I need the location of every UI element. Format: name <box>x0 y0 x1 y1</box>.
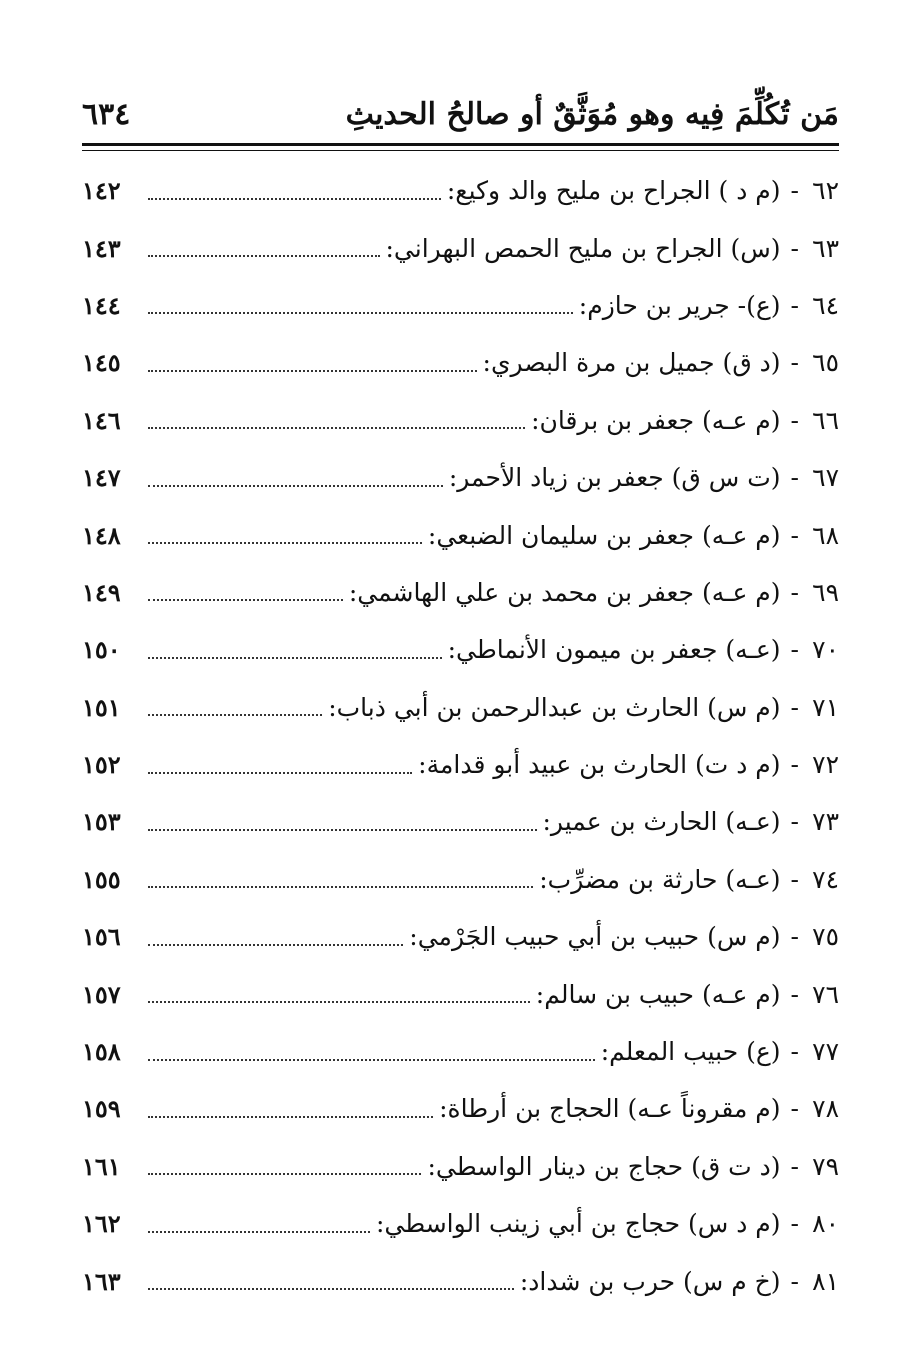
entry-number: ٧٢ <box>812 750 839 780</box>
entry-text <box>543 807 840 836</box>
entry-dash: - <box>790 1094 799 1124</box>
toc-entry <box>82 564 839 621</box>
entry-page-number: ١٥٦ <box>82 922 121 952</box>
entry-dash: - <box>790 692 799 722</box>
entry-dash: - <box>790 405 799 435</box>
dot-leader <box>148 1231 370 1233</box>
entry-text <box>448 635 839 664</box>
entry-page-number: ١٤٧ <box>82 463 121 493</box>
dot-leader <box>148 714 322 716</box>
entry-title: (م د س) حجاج بن أبي زينب الواسطي: <box>375 1209 781 1239</box>
dot-leader <box>148 312 573 314</box>
entry-page-number: ١٦٢ <box>82 1209 121 1239</box>
dot-leader <box>148 886 533 888</box>
entry-title: (ع)- جرير بن حازم: <box>578 290 781 320</box>
entry-text <box>601 1037 839 1066</box>
toc-entry <box>82 851 839 908</box>
dot-leader <box>148 772 412 774</box>
toc-entry <box>82 965 839 1022</box>
entry-page-number: ١٥٠ <box>82 635 121 665</box>
toc-entry <box>82 449 839 506</box>
entry-title: (ت س ق) جعفر بن زياد الأحمر: <box>448 463 781 493</box>
entry-text <box>349 578 839 607</box>
dot-leader <box>148 1001 530 1003</box>
entry-text <box>579 291 839 320</box>
entry-number: ٧٧ <box>812 1037 839 1067</box>
entry-dash: - <box>790 979 799 1009</box>
dot-leader <box>148 599 343 601</box>
entry-text <box>539 865 839 894</box>
dot-leader <box>148 829 537 831</box>
entry-page-number: ١٥٢ <box>82 750 121 780</box>
entry-title: (م عـه) جعفر بن سليمان الضبعي: <box>427 520 781 550</box>
toc-entry <box>82 162 839 219</box>
dot-leader <box>148 1288 514 1290</box>
toc-entry <box>82 334 839 391</box>
dot-leader <box>148 944 403 946</box>
entry-title: (س) الجراح بن مليح الحمص البهراني: <box>385 233 781 263</box>
dot-leader <box>148 657 442 659</box>
entry-number: ٧٥ <box>812 922 839 952</box>
toc-entry <box>82 1138 839 1195</box>
entry-dash: - <box>790 807 799 837</box>
toc-entry <box>82 736 839 793</box>
entry-title: (م س) حبيب بن أبي حبيب الجَرْمي: <box>409 922 781 952</box>
entry-title: (عـه) جعفر بن ميمون الأنماطي: <box>447 635 781 665</box>
entry-number: ٦٦ <box>812 405 839 435</box>
entry-text <box>418 750 839 779</box>
entry-number: ٧٩ <box>812 1151 839 1181</box>
entry-page-number: ١٦٣ <box>82 1266 121 1296</box>
dot-leader <box>148 1116 433 1118</box>
header-rule-thick <box>82 143 839 146</box>
toc-entry <box>82 1252 839 1309</box>
dot-leader <box>148 198 441 200</box>
entry-number: ٦٩ <box>812 577 839 607</box>
entry-dash: - <box>790 176 799 206</box>
entry-text <box>520 1267 839 1296</box>
toc-entry <box>82 392 839 449</box>
dot-leader <box>148 1173 421 1175</box>
entry-number: ٨٠ <box>812 1209 839 1239</box>
entry-dash: - <box>790 1266 799 1296</box>
entry-page-number: ١٦١ <box>82 1151 121 1181</box>
entry-dash: - <box>790 290 799 320</box>
entry-dash: - <box>790 635 799 665</box>
entry-page-number: ١٥٣ <box>82 807 121 837</box>
entry-number: ٧١ <box>812 692 839 722</box>
entry-number: ٦٧ <box>812 463 839 493</box>
entry-page-number: ١٤٢ <box>82 176 121 206</box>
page-number: ٦٣٤ <box>82 96 131 132</box>
entry-page-number: ١٥٥ <box>82 864 121 894</box>
entry-number: ٧٤ <box>812 864 839 894</box>
toc-entry <box>82 506 839 563</box>
entry-number: ٧٨ <box>812 1094 839 1124</box>
entry-title: (د ق) جميل بن مرة البصري: <box>482 348 781 378</box>
entry-title: (م د ت) الحارث بن عبيد أبو قدامة: <box>418 750 781 780</box>
entry-dash: - <box>790 463 799 493</box>
entry-number: ٧٦ <box>812 979 839 1009</box>
entry-text <box>439 1094 839 1123</box>
entry-dash: - <box>790 864 799 894</box>
dot-leader <box>148 1059 595 1061</box>
entry-dash: - <box>790 1209 799 1239</box>
toc-entry <box>82 1080 839 1137</box>
entry-text <box>447 176 839 205</box>
entry-dash: - <box>790 577 799 607</box>
entry-dash: - <box>790 520 799 550</box>
entry-dash: - <box>790 750 799 780</box>
entry-page-number: ١٤٣ <box>82 233 121 263</box>
entry-number: ٦٢ <box>812 176 839 206</box>
page-header <box>82 86 839 142</box>
entry-title: (م س) الحارث بن عبدالرحمن بن أبي ذباب: <box>328 692 781 722</box>
dot-leader <box>148 485 443 487</box>
entry-page-number: ١٤٩ <box>82 577 121 607</box>
entry-number: ٦٥ <box>812 348 839 378</box>
toc-entry <box>82 793 839 850</box>
entry-text <box>483 348 839 377</box>
entry-text <box>428 521 839 550</box>
entry-page-number: ١٤٦ <box>82 405 121 435</box>
entry-number: ٨١ <box>812 1266 839 1296</box>
toc-entry <box>82 277 839 334</box>
entry-number: ٦٣ <box>812 233 839 263</box>
entry-text <box>427 1152 839 1181</box>
entry-text <box>386 234 840 263</box>
entry-title: (خ م س) حرب بن شداد: <box>519 1266 781 1296</box>
entry-text <box>531 406 839 435</box>
toc-entry <box>82 219 839 276</box>
header-rule-thin <box>82 150 839 151</box>
dot-leader <box>148 542 422 544</box>
entry-number: ٦٨ <box>812 520 839 550</box>
entry-dash: - <box>790 922 799 952</box>
running-title: مَن تُكُلِّمَ فِيه وهو مُوَثَّقٌ أو صالحُ الحديثِ <box>345 96 839 132</box>
entry-text <box>376 1209 839 1238</box>
entry-page-number: ١٤٤ <box>82 290 121 320</box>
dot-leader <box>148 427 525 429</box>
entry-number: ٧٣ <box>812 807 839 837</box>
toc-entry <box>82 1195 839 1252</box>
entry-title: (عـه) حارثة بن مضرِّب: <box>539 864 781 894</box>
entry-title: (م عـه) جعفر بن محمد بن علي الهاشمي: <box>348 577 781 607</box>
entry-text <box>409 922 839 951</box>
entry-text <box>449 463 839 492</box>
entry-title: (عـه) الحارث بن عمير: <box>542 807 781 837</box>
entry-title: (م عـه) حبيب بن سالم: <box>535 979 781 1009</box>
entry-text <box>536 980 839 1009</box>
toc-entry <box>82 1023 839 1080</box>
entry-title: (ع) حبيب المعلم: <box>600 1037 781 1067</box>
dot-leader <box>148 255 380 257</box>
entry-page-number: ١٥٧ <box>82 979 121 1009</box>
entry-page-number: ١٤٨ <box>82 520 121 550</box>
entry-title: (د ت ق) حجاج بن دينار الواسطي: <box>427 1151 781 1181</box>
entry-title: (م د ) الجراح بن مليح والد وكيع: <box>446 176 781 206</box>
entry-number: ٧٠ <box>812 635 839 665</box>
entry-dash: - <box>790 1151 799 1181</box>
entry-title: (م مقروناً عـه) الحجاج بن أرطاة: <box>439 1094 781 1124</box>
entry-page-number: ١٥٩ <box>82 1094 121 1124</box>
entry-title: (م عـه) جعفر بن برقان: <box>531 405 781 435</box>
toc-entry <box>82 621 839 678</box>
entry-dash: - <box>790 233 799 263</box>
entry-number: ٦٤ <box>812 290 839 320</box>
entry-page-number: ١٥٨ <box>82 1037 121 1067</box>
toc-entry <box>82 679 839 736</box>
entry-dash: - <box>790 1037 799 1067</box>
entry-page-number: ١٥١ <box>82 692 121 722</box>
entry-page-number: ١٤٥ <box>82 348 121 378</box>
dot-leader <box>148 370 477 372</box>
table-of-contents <box>82 162 839 1310</box>
toc-entry <box>82 908 839 965</box>
entry-dash: - <box>790 348 799 378</box>
entry-text <box>328 693 839 722</box>
